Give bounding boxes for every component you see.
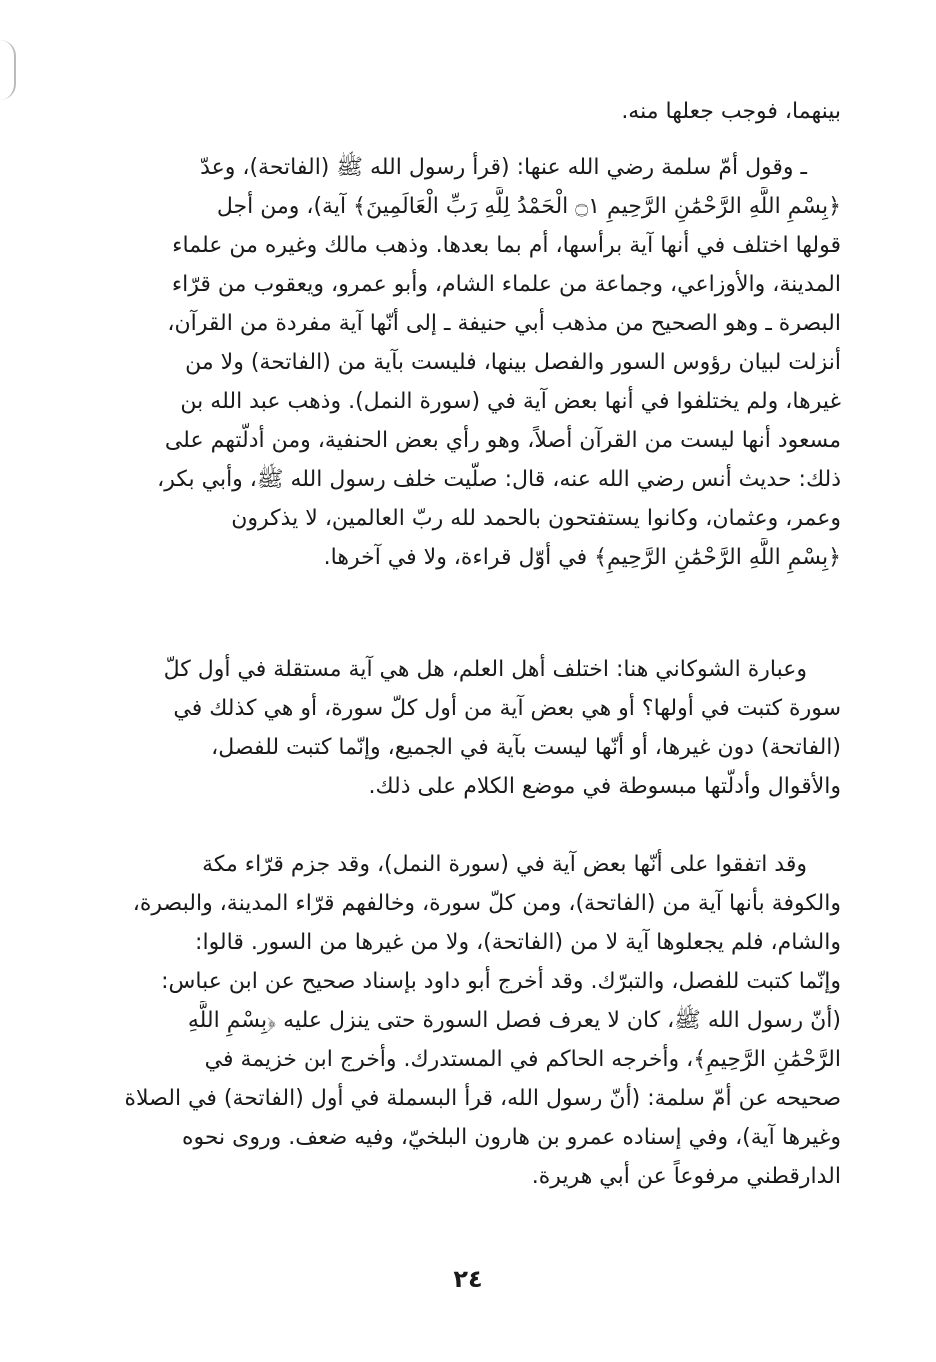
paragraph-3 <box>95 845 841 1196</box>
paragraph-2 <box>95 650 841 806</box>
paragraph-line: أنزلت لبيان رؤوس السور والفصل بينها، فليست بآية من (الفاتحة) ولا من <box>185 350 841 375</box>
paragraph-line: ﴿بِسْمِ اللَّهِ الرَّحْمَٰنِ الرَّحِيمِ﴾ في أوّل قراءة، ولا في آخرها. <box>323 545 841 570</box>
paragraph-line: قولها اختلف في أنها آية برأسها، أم بما بعدها. وذهب مالك وغيره من علماء <box>172 233 841 258</box>
paragraph-line: والكوفة بأنها آية من (الفاتحة)، ومن كلّ سورة، وخالفهم قرّاء المدينة، والبصرة، <box>132 891 841 916</box>
page-edge-mark <box>0 40 16 100</box>
paragraph-line: غيرها، ولم يختلفوا في أنها بعض آية في (سورة النمل). وذهب عبد الله بن <box>180 389 841 414</box>
paragraph-line: وغيرها آية)، وفي إسناده عمرو بن هارون البلخيّ، وفيه ضعف. وروى نحوه <box>181 1125 841 1150</box>
paragraph-line: الرَّحْمَٰنِ الرَّحِيمِ﴾، وأخرجه الحاكم في المستدرك. وأخرج ابن خزيمة في <box>204 1047 841 1072</box>
paragraph-line: البصرة ـ وهو الصحيح من مذهب أبي حنيفة ـ إلى أنّها آية مفردة من القرآن، <box>167 311 841 336</box>
paragraph-line: صحيحه عن أمّ سلمة: (أنّ رسول الله، قرأ البسملة في أول (الفاتحة) في الصلاة <box>124 1086 841 1111</box>
intro-line: بينهما، فوجب جعلها منه. <box>621 99 841 124</box>
paragraph-line: (الفاتحة) دون غيرها، أو أنّها ليست بآية في الجميع، وإنّما كتبت للفصل، <box>211 735 841 760</box>
paragraph-line: الدارقطني مرفوعاً عن أبي هريرة. <box>531 1164 841 1189</box>
paragraph-1 <box>95 148 841 577</box>
paragraph-line: وعبارة الشوكاني هنا: اختلف أهل العلم، هل هي آية مستقلة في أول كلّ <box>163 657 807 682</box>
paragraph-line: (أنّ رسول الله ﷺ، كان لا يعرف فصل السورة حتى ينزل عليه ﴿بِسْمِ اللَّهِ <box>187 1008 841 1033</box>
paragraph-line: مسعود أنها ليست من القرآن أصلاً، وهو رأي بعض الحنفية، ومن أدلّتهم على <box>164 428 841 453</box>
paragraph-line: ـ وقول أمّ سلمة رضي الله عنها: (قرأ رسول الله ﷺ (الفاتحة)، وعدّ <box>200 155 807 180</box>
paragraph-line: المدينة، والأوزاعي، وجماعة من علماء الشام، وأبو عمرو، ويعقوب من قرّاء <box>171 272 841 297</box>
paragraph-line: سورة كتبت في أولها؟ أو هي بعض آية من أول كلّ سورة، أو هي كذلك في <box>173 696 841 721</box>
intro-line-block <box>95 92 841 131</box>
paragraph-line: ﴿بِسْمِ اللَّهِ الرَّحْمَٰنِ الرَّحِيمِ ۝١ الْحَمْدُ لِلَّهِ رَبِّ الْعَالَمِينَ﴾ آية)، ومن أجل <box>216 194 841 219</box>
page-number: ٢٤ <box>453 1265 483 1293</box>
paragraph-line: والأقوال وأدلّتها مبسوطة في موضع الكلام على ذلك. <box>368 774 841 799</box>
paragraph-line: والشام، فلم يجعلوها آية لا من (الفاتحة)، ولا من غيرها من السور. قالوا: <box>195 930 841 955</box>
paragraph-line: وقد اتفقوا على أنّها بعض آية في (سورة النمل)، وقد جزم قرّاء مكة <box>202 852 807 877</box>
paragraph-line: وعمر، وعثمان، وكانوا يستفتحون بالحمد لله ربّ العالمين، لا يذكرون <box>231 506 841 531</box>
paragraph-line: وإنّما كتبت للفصل، والتبرّك. وقد أخرج أبو داود بإسناد صحيح عن ابن عباس: <box>161 969 841 994</box>
paragraph-line: ذلك: حديث أنس رضي الله عنه، قال: صلّيت خلف رسول الله ﷺ، وأبي بكر، <box>157 467 841 492</box>
